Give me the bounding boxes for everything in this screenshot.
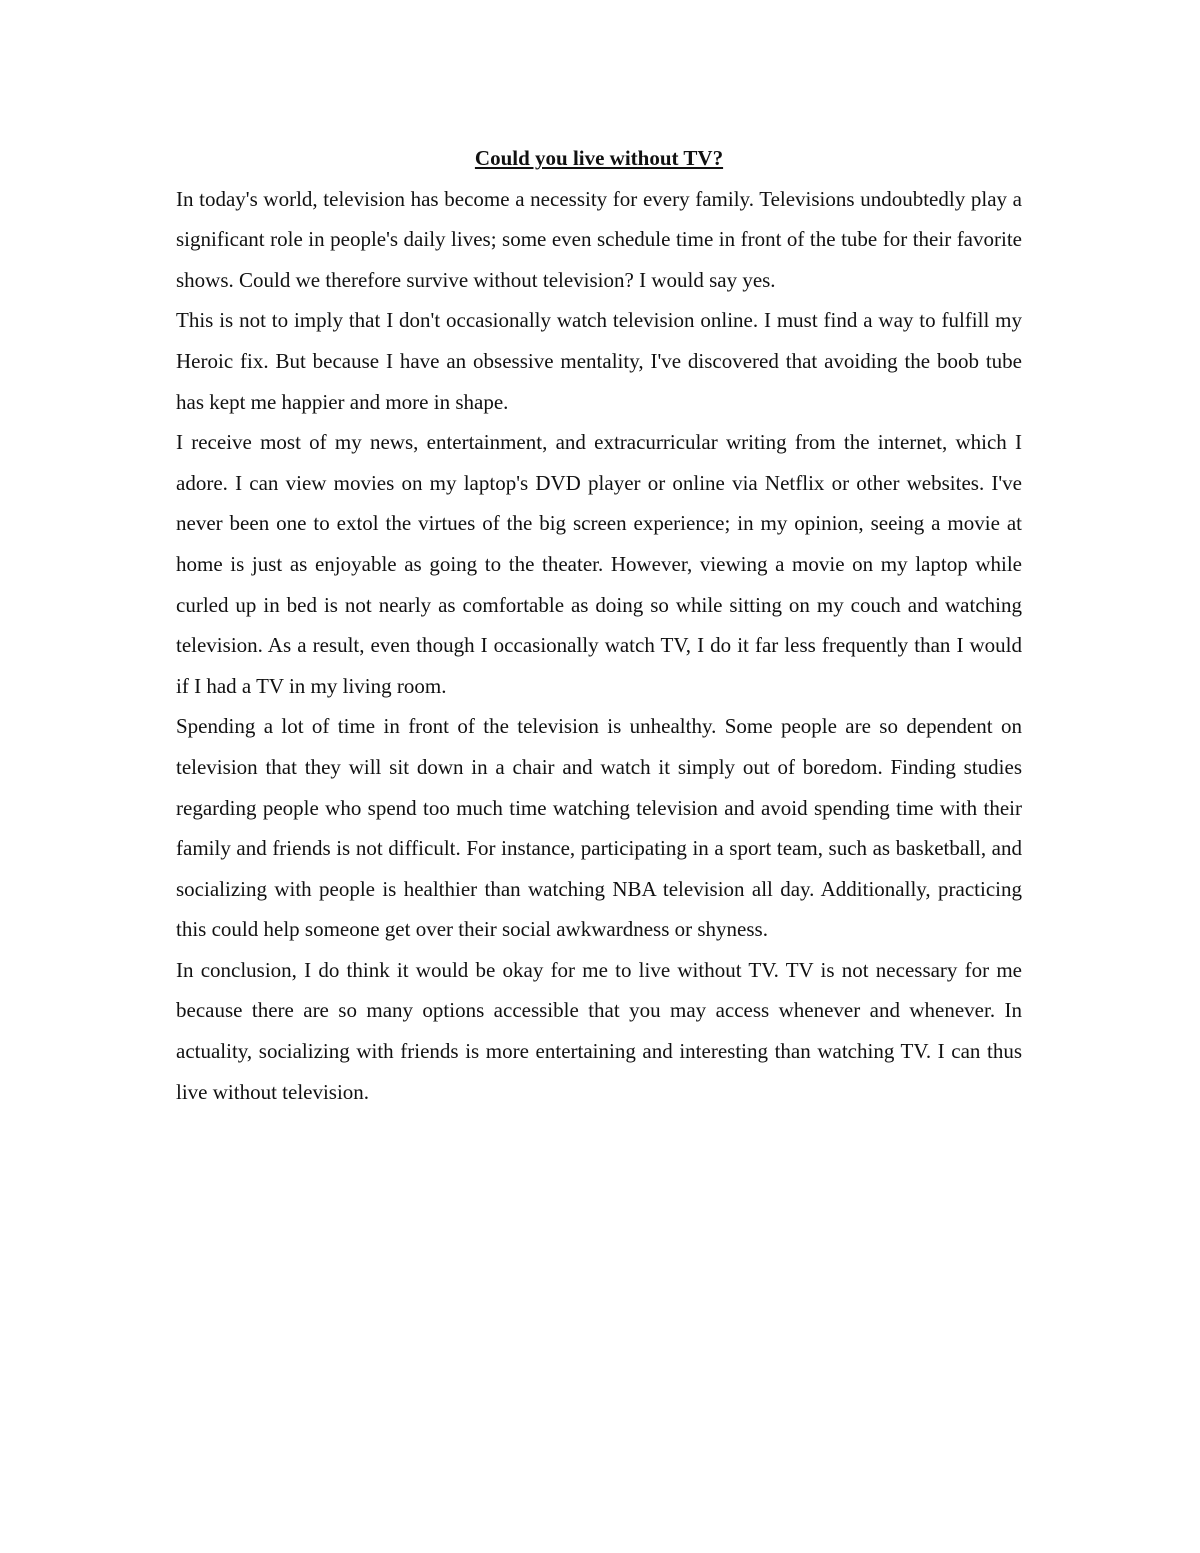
document-title: Could you live without TV? — [474, 146, 724, 170]
paragraph-online-tv: This is not to imply that I don't occasionally watch television online. I must find a way to fulfill my Heroic fix. But because I have an obsessive mentality, I've discovered that avoiding the boob tube has kept me happier and more in shape. — [176, 308, 1022, 414]
paragraph-intro: In today's world, television has become a necessity for every family. Televisions undoubtedly play a significant role in people's daily lives; some even schedule time in front of the tube for their favorite shows. Could we therefore survive without television? I would say yes. — [176, 186, 1022, 292]
paragraph-internet: I receive most of my news, entertainment, and extracurricular writing from the internet, which I adore. I can view movies on my laptop's DVD player or online via Netflix or other websites. I've never been one to extol the virtues of the big screen experience; in my opinion, seeing a movie at home is just as enjoyable as going to the theater. However, viewing a movie on my laptop while curled up in bed is not nearly as comfortable as doing so while sitting on my couch and watching television. As a result, even though I occasionally watch TV, I do it far less frequently than I would if I had a TV in my living room. — [176, 430, 1022, 698]
paragraph-conclusion: In conclusion, I do think it would be okay for me to live without TV. TV is not necessary for me because there are so many options accessible that you may access whenever and whenever. In actuality, socializing with friends is more entertaining and interesting than watching TV. I can thus live without television. — [176, 957, 1022, 1104]
paragraph-unhealthy: Spending a lot of time in front of the television is unhealthy. Some people are so dependent on television that they will sit down in a chair and watch it simply out of boredom. Finding studies regarding people who spend too much time watching television and avoid spending time with their family and friends is not difficult. For instance, participating in a sport team, such as basketball, and socializing with people is healthier than watching NBA television all day. Additionally, practicing this could help someone get over their social awkwardness or shyness. — [176, 714, 1022, 942]
document-body — [176, 138, 1022, 1112]
